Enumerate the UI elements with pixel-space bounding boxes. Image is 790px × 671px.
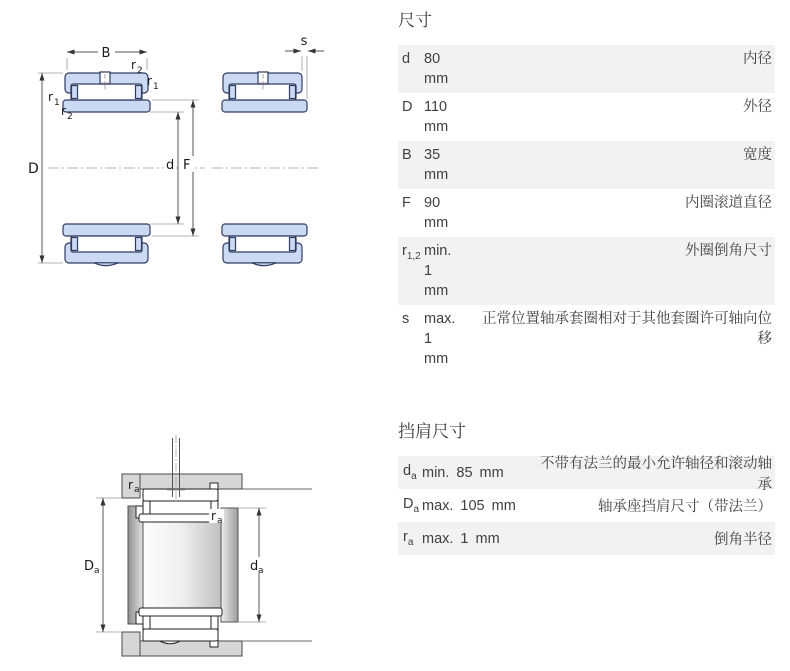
value-cell: 80 mm bbox=[424, 51, 449, 87]
housing-abutment-label bbox=[84, 559, 100, 576]
value-cell: max. 105 mm bbox=[422, 497, 516, 514]
svg-text:1: 1 bbox=[153, 82, 159, 92]
symbol-cell: d bbox=[402, 51, 411, 67]
svg-text:a: a bbox=[134, 485, 140, 495]
svg-text:a: a bbox=[94, 566, 100, 576]
right-bearing-section bbox=[222, 72, 307, 266]
svg-text:D: D bbox=[84, 559, 95, 574]
abutment-table bbox=[398, 456, 775, 555]
svg-text:d: d bbox=[250, 559, 259, 574]
symbol-cell: B bbox=[402, 147, 412, 163]
table-row bbox=[398, 455, 775, 493]
description-cell: 倒角半径 bbox=[714, 532, 772, 548]
svg-text:r: r bbox=[48, 90, 53, 104]
table-row bbox=[398, 93, 775, 141]
symbol-cell: D bbox=[402, 99, 413, 115]
dimensions-section-title: 尺寸 bbox=[398, 11, 432, 30]
table-row bbox=[398, 45, 775, 93]
svg-text:a: a bbox=[258, 566, 264, 576]
table-row bbox=[398, 305, 775, 373]
symbol-cell: $r_a$ bbox=[403, 529, 414, 548]
description-cell: 轴承座挡肩尺寸（带法兰） bbox=[598, 499, 772, 515]
symbol-cell: $r_{1,2}$ bbox=[402, 243, 421, 262]
description-cell: 外径 bbox=[743, 99, 772, 115]
value-cell: 90 mm bbox=[424, 195, 449, 231]
svg-text:a: a bbox=[217, 516, 223, 526]
table-row bbox=[398, 189, 775, 237]
bearing-mounting-diagram bbox=[0, 430, 390, 671]
value-cell: max. 1 mm bbox=[424, 311, 456, 367]
symbol-cell: F bbox=[402, 195, 411, 211]
bore-dim-label: d bbox=[166, 158, 175, 173]
symbol-cell: $d_a$ bbox=[403, 463, 417, 482]
raceway-dim-label: F bbox=[183, 158, 191, 173]
description-cell: 外圈倒角尺寸 bbox=[685, 243, 772, 259]
description-cell: 宽度 bbox=[743, 147, 772, 163]
left-bearing-section bbox=[63, 72, 150, 266]
table-row bbox=[398, 237, 775, 305]
description-cell: 内圈滚道直径 bbox=[685, 195, 772, 211]
value-cell: min. 85 mm bbox=[422, 464, 504, 481]
svg-text:r: r bbox=[211, 509, 216, 523]
svg-text:2: 2 bbox=[137, 66, 143, 76]
outer-diameter-dim-label: D bbox=[28, 161, 39, 177]
symbol-cell: s bbox=[402, 311, 410, 327]
s-dim-label: s bbox=[300, 34, 308, 49]
value-cell: max. 1 mm bbox=[422, 530, 500, 547]
dimensions-table bbox=[398, 45, 775, 373]
svg-text:r: r bbox=[131, 58, 136, 72]
bearing-cross-section-diagram bbox=[0, 0, 390, 300]
value-cell: 110 mm bbox=[424, 99, 449, 135]
width-dim-label: B bbox=[101, 46, 111, 61]
description-cell: 不带有法兰的最小允许轴径和滚动轴承 bbox=[540, 455, 772, 493]
svg-text:1: 1 bbox=[54, 98, 60, 108]
table-row bbox=[398, 489, 775, 522]
table-row bbox=[398, 522, 775, 555]
description-cell: 内径 bbox=[743, 51, 772, 67]
description-cell: 正常位置轴承套圈相对于其他套圈许可轴向位移 bbox=[482, 311, 772, 347]
abutment-section-title: 挡肩尺寸 bbox=[398, 422, 466, 441]
svg-text:r: r bbox=[128, 478, 133, 492]
value-cell: 35 mm bbox=[424, 147, 449, 183]
svg-text:r: r bbox=[61, 104, 66, 118]
bearing-section-bottom bbox=[136, 608, 222, 647]
spec-panel bbox=[390, 0, 776, 555]
svg-text:2: 2 bbox=[67, 112, 73, 122]
svg-text:r: r bbox=[147, 74, 152, 88]
value-cell: min. 1 mm bbox=[424, 243, 452, 299]
symbol-cell: $D_a$ bbox=[403, 496, 420, 515]
table-row bbox=[398, 141, 775, 189]
